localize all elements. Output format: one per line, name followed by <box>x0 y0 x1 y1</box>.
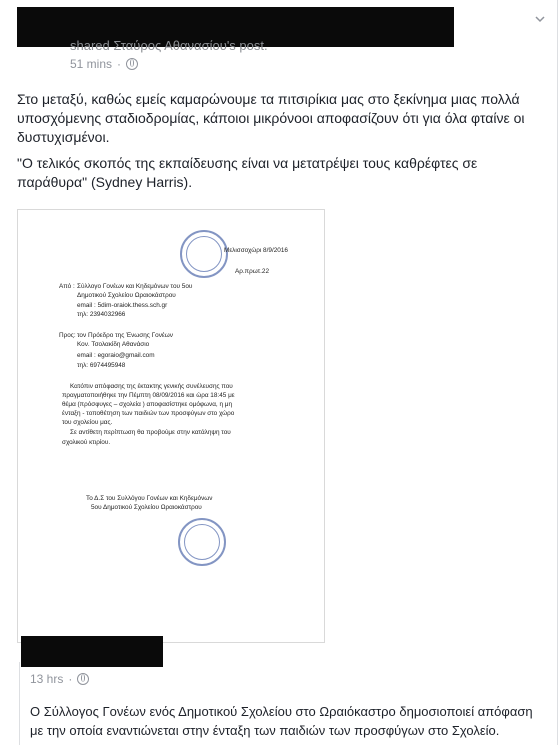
shared-post-text: Ο Σύλλογος Γονέων ενός Δημοτικού Σχολείου στο Ωραιόκαστρο δημοσιοποιεί απόφαση με την οποία εναντιώνεται στην ένταξη των παιδιών των προσφύγων στο Σχολείο. <box>30 704 533 738</box>
stamp-seal <box>180 230 228 278</box>
stamp-seal <box>178 518 226 566</box>
doc-to-label: Προς: <box>59 332 76 339</box>
doc-date: Μελισσοχώρι 8/9/2016 <box>224 247 288 254</box>
doc-signature-line: 5ου Δημοτικού Σχολείου Ωραιοκάστρου <box>91 504 202 511</box>
meta-separator: · <box>117 57 122 71</box>
post-paragraph: Στο μεταξύ, καθώς εμείς καμαρώνουμε τα πιτσιρίκια μας στο ξεκίνημα μιας πολλά υποσχόμενης σταδιοδρομίας, κάποιοι μικρόνοοι αποφασίζουν ότι για όλα φταίνε οι δυστυχισμένοι. <box>17 91 525 145</box>
redacted-source-name <box>21 636 163 667</box>
doc-body-line: θέμα (πρόσφυγες – σχολεία ) αποφασίστηκε ομόφωνα, η μη <box>62 401 233 408</box>
post-header-partial: shared Σταύρος Αθανασίου's post. <box>70 38 268 53</box>
doc-to-line: Κον. Τσολακίδη Αθανάσιο <box>77 341 150 348</box>
doc-body-line: του σχολείου μας. <box>62 419 113 426</box>
doc-body-line: Κατόπιν απόφασης της έκτακτης γενικής συνέλευσης που <box>70 383 233 390</box>
shared-post-border <box>19 662 20 745</box>
shared-timestamp[interactable]: 13 hrs <box>30 672 64 686</box>
post-body <box>17 90 545 199</box>
doc-to-line: τον Πρόεδρο της Ένωσης Γονέων <box>77 332 173 339</box>
meta-separator: · <box>68 672 73 686</box>
doc-to-line: email : egoraio@gmail.com <box>77 352 155 359</box>
shared-meta <box>30 672 89 686</box>
doc-body-line: Σε αντίθετη περίπτωση θα προβούμε στην κατάληψη του <box>70 429 231 436</box>
doc-to-line: τηλ: 6974495948 <box>77 362 126 369</box>
doc-body-line: σχολικού κτιρίου. <box>62 439 111 446</box>
post-meta <box>70 57 138 71</box>
doc-body-line: πραγματοποιήθηκε την Πέμπτη 08/09/2016 και ώρα 18:45 με <box>62 392 235 399</box>
document-image[interactable] <box>17 209 325 643</box>
post-paragraph: "Ο τελικός σκοπός της εκπαίδευσης είναι να μετατρέψει τους καθρέφτες σε παράθυρα" (Sydney Harris). <box>17 155 478 190</box>
doc-from-label: Από : <box>59 283 75 290</box>
doc-from-line: τηλ: 2394032966 <box>77 311 126 318</box>
globe-icon[interactable] <box>126 58 138 70</box>
doc-signature-line: Το Δ.Σ του Συλλόγου Γονέων και Κηδεμόνων <box>86 495 213 502</box>
doc-from-line: Σύλλογο Γονέων και Κηδεμόνων του 5ου <box>77 283 193 290</box>
doc-body-line: ένταξη - τοποθέτηση των παιδιών των προσφύγων στο χώρο <box>62 410 235 417</box>
post-timestamp[interactable]: 51 mins <box>70 57 113 71</box>
globe-icon[interactable] <box>77 673 89 685</box>
doc-from-line: Δημοτικού Σχολείου Ωραιοκάστρου <box>77 292 176 299</box>
doc-from-line: email : 5dim-oraiok.thess.sch.gr <box>77 302 168 309</box>
doc-protocol: Αρ.πρωτ.22 <box>235 268 270 275</box>
chevron-down-icon[interactable] <box>535 14 545 24</box>
